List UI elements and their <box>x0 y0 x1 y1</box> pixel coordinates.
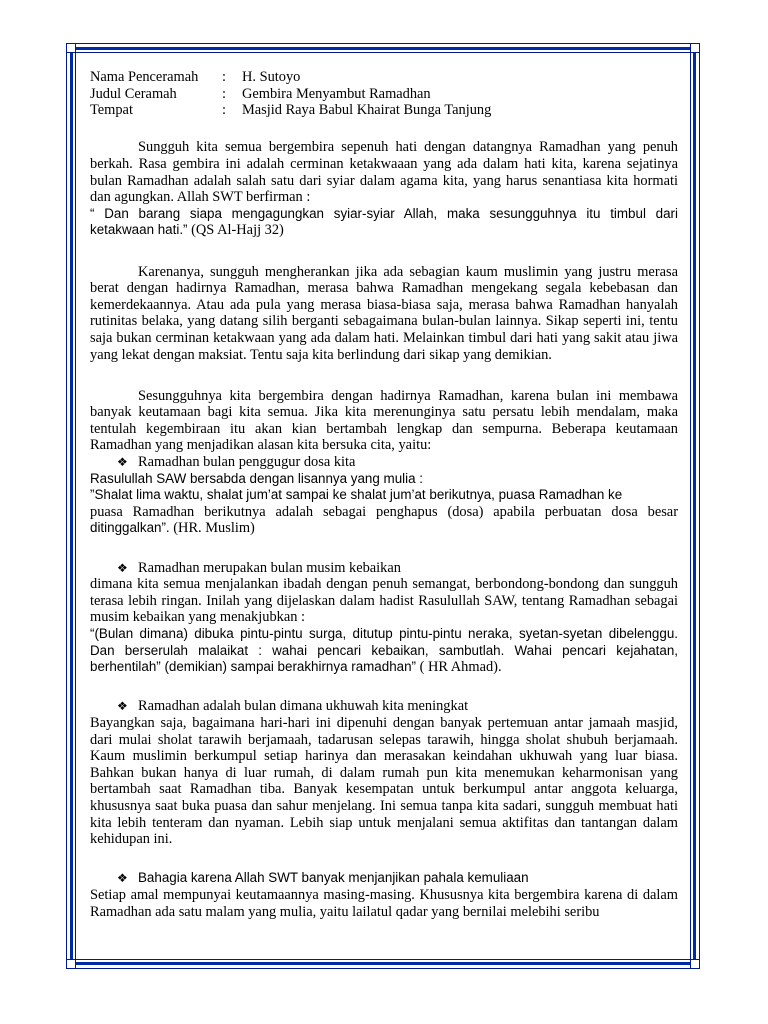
bullet-title: Ramadhan adalah bulan dimana ukhuwah kita meningkat <box>138 698 469 715</box>
hadith-text-body: puasa Ramadhan berikutnya adalah sebagai penghapus (dosa) apabila perbuatan dosa besar <box>90 503 678 520</box>
header-label: Nama Penceramah <box>90 69 199 85</box>
quote-reference: (QS Al-Hajj 32) <box>187 222 284 239</box>
border-corner <box>690 959 700 969</box>
diamond-bullet-icon: ❖ <box>117 455 128 470</box>
header-value: H. Sutoyo <box>242 69 301 85</box>
diamond-bullet-icon: ❖ <box>117 871 128 886</box>
hadith-text-end: ditinggalkan”. <box>90 520 170 536</box>
hadith-text <box>90 504 678 537</box>
bullet-point <box>90 560 678 577</box>
quran-quote <box>90 206 678 239</box>
header-label: Judul Ceramah <box>90 85 177 102</box>
hadith-reference: ( HR Ahmad). <box>416 659 502 676</box>
third-paragraph: Sesungguhnya kita bergembira dengan hadirnya Ramadhan, karena bulan ini membawa banyak keutamaan bagi kita semua. Jika kita merenunginya satu persatu lebih mendalam, maka tentulah kegembiraan itu akan kian bertambah lengkap dan sempurna. Beberapa keutamaan Ramadhan yang menjadikan alasan kita bersuka cita, yaitu: <box>90 387 678 454</box>
second-paragraph: Karenanya, sungguh mengherankan jika ada sebagian kaum muslimin yang justru merasa berat dengan hadirnya Ramadhan, merasa bahwa Ramadhan mengekang segala kebebasan dan kemerdekaannya. Atau ada pula yang merasa biasa-biasa saja, merasa bahwa Ramadhan hanyalah rutinitas belaka, yang datang silih berganti sebagaimana bulan-bulan lainnya. Sikap seperti ini, tentu saja bukan cerminan ketakwaan yang ada dalam hati. Melainkan timbul dari hati yang sakit atau jiwa yang lekat dengan maksiat. Tentu saja kita berlindung dari sikap yang demikian. <box>90 263 678 363</box>
intro-paragraph: Sungguh kita semua bergembira sepenuh hati dengan datangnya Ramadhan yang penuh berkah. Rasa gembira ini adalah cerminan ketakwaaan yang ada dalam hati kita, karena sejatinya bulan Ramadhan adalah salah satu dari syiar dalam agama kita, yang harus senantiasa kita hormati dan agungkan. Allah SWT berfirman : <box>90 139 678 206</box>
hadith-text-body: “(Bulan dimana) dibuka pintu-pintu surga, ditutup pintu-pintu neraka, syetan-syetan dibelenggu. Dan berserulah malaikat : wahai pencari kebaikan, sambutlah. Wahai pencari kejahatan, berhentilah” (demikian) sampai berakhirnya ramadhan” <box>90 626 678 675</box>
border-corner <box>690 43 700 53</box>
bullet-title: Ramadhan bulan penggugur dosa kita <box>138 454 356 471</box>
header-separator: : <box>222 85 226 102</box>
document-body <box>90 69 678 920</box>
bullet-point <box>90 454 678 471</box>
diamond-bullet-icon: ❖ <box>117 699 128 714</box>
hadith-line: ”Shalat lima waktu, shalat jum’at sampai ke shalat jum’at berikutnya, puasa Ramadhan ke <box>90 487 623 503</box>
bullet-title: Ramadhan merupakan bulan musim kebaikan <box>138 559 401 576</box>
header-separator: : <box>222 102 226 119</box>
bullet-title: Bahagia karena Allah SWT banyak menjanjikan pahala kemuliaan <box>138 870 529 886</box>
point-paragraph: Bayangkan saja, bagaimana hari-hari ini dipenuhi dengan banyak pertemuan antar jamaah masjid, dari mulai sholat tarawih berjamaah, tadarusan selepas tarawih, hingga sholat shubuh berjamaah. Kaum muslimin berkumpul setiap harinya dan merasakan keindahan ukhuwah yang luar biasa. Bahkan bukan hanya di luar rumah, di dalam rumah pun kita menemukan keharmonisan yang bertambah saat Ramadhan tiba. Banyak kesempatan untuk berkumpul antar anggota keluarga, khususnya saat buka puasa dan sahur menjelang. Ini semua tanpa kita sadari, sungguh membuat hati kita lebih tenteram dan nyaman. Lebih siap untuk menjalani semua aktifitas dan tantangan dalam kehidupan ini. <box>90 714 678 848</box>
hadith-reference: (HR. Muslim) <box>169 520 255 537</box>
border-corner <box>66 43 76 53</box>
bullet-point <box>90 698 678 715</box>
bullet-point <box>90 870 678 887</box>
hadith-text <box>90 626 678 676</box>
header-value: Masjid Raya Babul Khairat Bunga Tanjung <box>242 102 492 119</box>
header-info <box>90 69 678 119</box>
header-value: Gembira Menyambut Ramadhan <box>242 85 431 102</box>
quote-text: “ Dan barang siapa mengagungkan syiar-syiar Allah, maka sesungguhnya itu timbul dari ketakwaan hati.” <box>90 205 678 238</box>
header-label: Tempat <box>90 102 133 119</box>
header-separator: : <box>222 69 226 85</box>
point-paragraph: dimana kita semua menjalankan ibadah dengan penuh semangat, berbondong-bondong dan sungguh terasa lebih ringan. Inilah yang dijelaskan dalam hadist Rasulullah SAW, tentang Ramadhan sebagai musim kebaikan yang menakjubkan : <box>90 576 678 626</box>
diamond-bullet-icon: ❖ <box>117 560 128 575</box>
point-paragraph: Setiap amal mempunyai keutamaannya masing-masing. Khususnya kita bergembira karena di dalam Ramadhan ada satu malam yang mulia, yaitu lailatul qadar yang bernilai melebihi seribu <box>90 886 678 920</box>
border-corner <box>66 959 76 969</box>
hadith-intro: Rasulullah SAW bersabda dengan lisannya yang mulia : <box>90 470 423 486</box>
